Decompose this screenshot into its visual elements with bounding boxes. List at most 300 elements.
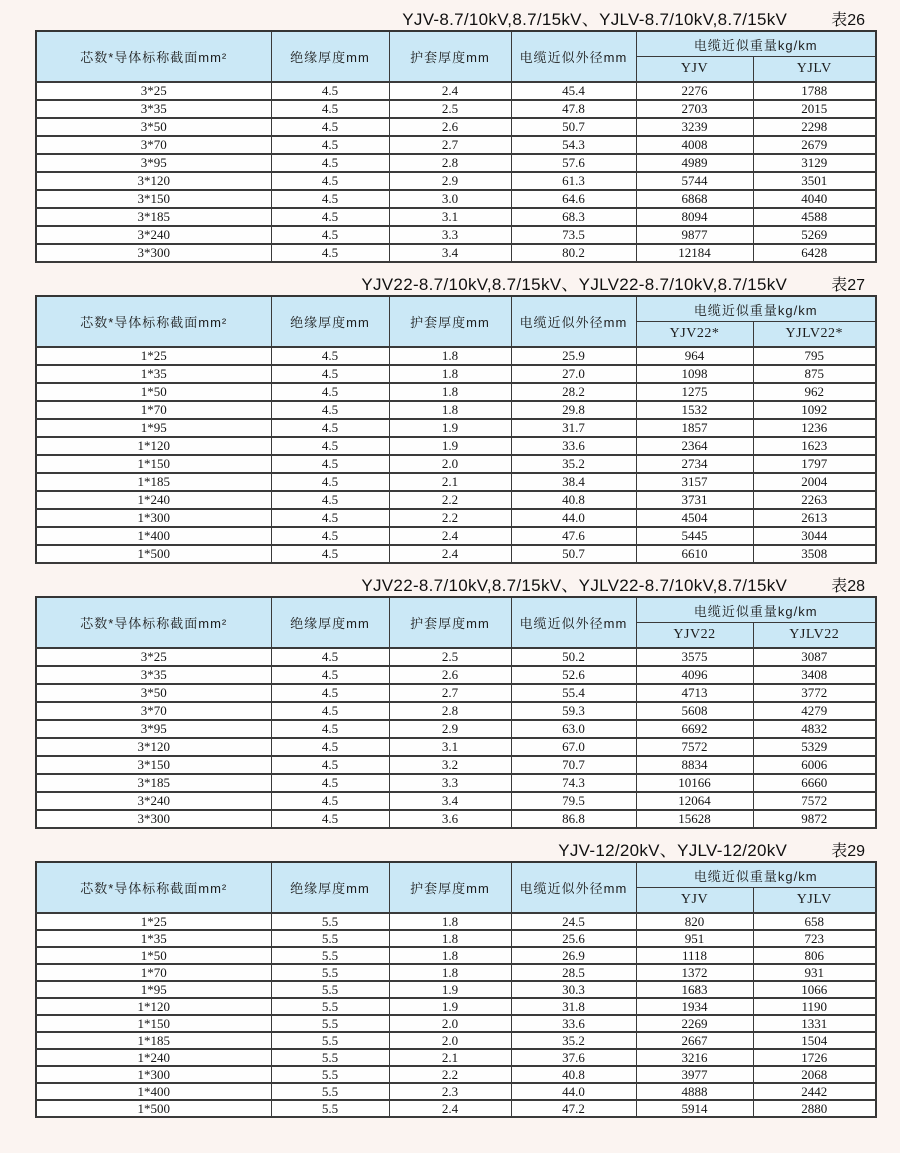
cell-sheath-thickness: 2.2 [389, 491, 511, 509]
cell-weight-right: 1066 [753, 981, 876, 998]
cell-weight-right: 2880 [753, 1100, 876, 1117]
cell-core-section: 3*185 [36, 208, 271, 226]
cell-sheath-thickness: 1.8 [389, 930, 511, 947]
col-subheader-left: YJV22* [636, 322, 753, 348]
table-row [36, 702, 876, 720]
cell-insulation-thickness: 4.5 [271, 365, 389, 383]
cell-sheath-thickness: 2.4 [389, 1100, 511, 1117]
cell-sheath-thickness: 1.8 [389, 401, 511, 419]
cell-weight-right: 806 [753, 947, 876, 964]
cell-approx-diameter: 50.7 [511, 118, 636, 136]
cell-insulation-thickness: 5.5 [271, 1083, 389, 1100]
cell-weight-left: 1934 [636, 998, 753, 1015]
table-body [36, 913, 876, 1117]
table-number-label: 表27 [831, 277, 865, 294]
cell-sheath-thickness: 2.4 [389, 545, 511, 563]
cell-insulation-thickness: 4.5 [271, 455, 389, 473]
cell-weight-left: 1372 [636, 964, 753, 981]
cell-approx-diameter: 79.5 [511, 792, 636, 810]
spec-table [35, 861, 877, 1118]
cell-weight-right: 2298 [753, 118, 876, 136]
table-title-row [35, 270, 875, 293]
cell-core-section: 3*95 [36, 720, 271, 738]
table-header [36, 862, 876, 913]
cell-sheath-thickness: 2.0 [389, 1015, 511, 1032]
cell-approx-diameter: 25.6 [511, 930, 636, 947]
cell-weight-left: 951 [636, 930, 753, 947]
table-body [36, 82, 876, 262]
table-row [36, 1049, 876, 1066]
cell-weight-left: 15628 [636, 810, 753, 828]
cell-weight-right: 1797 [753, 455, 876, 473]
cell-core-section: 1*150 [36, 1015, 271, 1032]
spec-table-section [35, 836, 900, 1118]
cell-approx-diameter: 33.6 [511, 1015, 636, 1032]
cell-sheath-thickness: 2.0 [389, 1032, 511, 1049]
cell-weight-left: 5445 [636, 527, 753, 545]
cell-approx-diameter: 31.7 [511, 419, 636, 437]
cell-weight-right: 875 [753, 365, 876, 383]
col-header-insulation-thickness: 绝缘厚度mm [271, 296, 389, 347]
cell-insulation-thickness: 4.5 [271, 208, 389, 226]
cell-weight-left: 5744 [636, 172, 753, 190]
table-row [36, 401, 876, 419]
col-header-insulation-thickness: 绝缘厚度mm [271, 597, 389, 648]
col-header-approx-weight: 电缆近似重量kg/km [636, 597, 876, 623]
cell-sheath-thickness: 2.6 [389, 118, 511, 136]
cell-weight-left: 3239 [636, 118, 753, 136]
cell-weight-right: 3408 [753, 666, 876, 684]
cell-weight-left: 4096 [636, 666, 753, 684]
cell-approx-diameter: 73.5 [511, 226, 636, 244]
table-row [36, 419, 876, 437]
cell-core-section: 3*185 [36, 774, 271, 792]
cell-weight-right: 1331 [753, 1015, 876, 1032]
cell-weight-left: 1098 [636, 365, 753, 383]
table-row [36, 1083, 876, 1100]
table-row [36, 509, 876, 527]
cell-approx-diameter: 63.0 [511, 720, 636, 738]
table-row [36, 172, 876, 190]
table-number-label: 表29 [831, 843, 865, 860]
cell-core-section: 3*50 [36, 684, 271, 702]
cell-approx-diameter: 86.8 [511, 810, 636, 828]
table-body [36, 648, 876, 828]
col-subheader-left: YJV [636, 57, 753, 83]
table-row [36, 684, 876, 702]
cell-insulation-thickness: 4.5 [271, 509, 389, 527]
cell-sheath-thickness: 2.6 [389, 666, 511, 684]
cell-insulation-thickness: 4.5 [271, 383, 389, 401]
cell-approx-diameter: 44.0 [511, 1083, 636, 1100]
col-header-sheath-thickness: 护套厚度mm [389, 31, 511, 82]
cell-core-section: 3*35 [36, 100, 271, 118]
cell-weight-left: 2364 [636, 437, 753, 455]
cell-weight-left: 964 [636, 347, 753, 365]
cell-approx-diameter: 37.6 [511, 1049, 636, 1066]
cell-weight-left: 2269 [636, 1015, 753, 1032]
cell-sheath-thickness: 2.3 [389, 1083, 511, 1100]
cell-insulation-thickness: 5.5 [271, 1100, 389, 1117]
cell-core-section: 3*95 [36, 154, 271, 172]
table-row [36, 527, 876, 545]
cell-weight-right: 1190 [753, 998, 876, 1015]
col-subheader-right: YJLV22 [753, 623, 876, 649]
cell-weight-right: 962 [753, 383, 876, 401]
cell-core-section: 1*500 [36, 545, 271, 563]
cell-weight-right: 1092 [753, 401, 876, 419]
col-header-approx-diameter: 电缆近似外径mm [511, 296, 636, 347]
cell-approx-diameter: 29.8 [511, 401, 636, 419]
cell-weight-right: 6660 [753, 774, 876, 792]
cell-core-section: 1*35 [36, 365, 271, 383]
table-row [36, 383, 876, 401]
table-title: YJV-8.7/10kV,8.7/15kV、YJLV-8.7/10kV,8.7/15kV [402, 10, 788, 29]
cell-weight-left: 4989 [636, 154, 753, 172]
table-title-row [35, 571, 875, 594]
table-row [36, 913, 876, 930]
table-row [36, 491, 876, 509]
col-subheader-right: YJLV [753, 888, 876, 914]
cell-weight-right: 6428 [753, 244, 876, 262]
cell-weight-right: 1236 [753, 419, 876, 437]
cell-weight-right: 7572 [753, 792, 876, 810]
col-header-approx-weight: 电缆近似重量kg/km [636, 296, 876, 322]
cell-approx-diameter: 80.2 [511, 244, 636, 262]
col-subheader-left: YJV22 [636, 623, 753, 649]
cell-insulation-thickness: 5.5 [271, 964, 389, 981]
cell-sheath-thickness: 2.7 [389, 684, 511, 702]
cell-sheath-thickness: 1.8 [389, 347, 511, 365]
table-title-row [35, 836, 875, 859]
cell-sheath-thickness: 3.4 [389, 244, 511, 262]
table-row [36, 347, 876, 365]
cell-core-section: 1*120 [36, 437, 271, 455]
cell-weight-left: 8094 [636, 208, 753, 226]
cell-core-section: 3*150 [36, 756, 271, 774]
header-row-main [36, 862, 876, 888]
cell-sheath-thickness: 1.8 [389, 365, 511, 383]
table-row [36, 792, 876, 810]
table-row [36, 190, 876, 208]
cell-insulation-thickness: 5.5 [271, 998, 389, 1015]
col-header-approx-diameter: 电缆近似外径mm [511, 862, 636, 913]
cell-weight-left: 2667 [636, 1032, 753, 1049]
cell-weight-left: 9877 [636, 226, 753, 244]
cell-approx-diameter: 25.9 [511, 347, 636, 365]
col-header-approx-diameter: 电缆近似外径mm [511, 597, 636, 648]
cell-core-section: 3*300 [36, 810, 271, 828]
cell-approx-diameter: 35.2 [511, 455, 636, 473]
cell-core-section: 3*150 [36, 190, 271, 208]
cell-approx-diameter: 44.0 [511, 509, 636, 527]
cell-core-section: 1*400 [36, 527, 271, 545]
cell-weight-left: 3157 [636, 473, 753, 491]
col-header-approx-diameter: 电缆近似外径mm [511, 31, 636, 82]
col-header-approx-weight: 电缆近似重量kg/km [636, 862, 876, 888]
cell-core-section: 1*70 [36, 964, 271, 981]
cell-insulation-thickness: 4.5 [271, 226, 389, 244]
cell-insulation-thickness: 4.5 [271, 401, 389, 419]
cell-weight-left: 4504 [636, 509, 753, 527]
cell-sheath-thickness: 2.0 [389, 455, 511, 473]
cell-weight-right: 658 [753, 913, 876, 930]
cell-approx-diameter: 50.2 [511, 648, 636, 666]
cell-insulation-thickness: 4.5 [271, 347, 389, 365]
cell-approx-diameter: 24.5 [511, 913, 636, 930]
table-row [36, 1066, 876, 1083]
cell-weight-left: 2703 [636, 100, 753, 118]
table-body [36, 347, 876, 563]
cell-sheath-thickness: 2.1 [389, 473, 511, 491]
col-header-core-section: 芯数*导体标称截面mm² [36, 31, 271, 82]
cell-insulation-thickness: 4.5 [271, 666, 389, 684]
cell-approx-diameter: 70.7 [511, 756, 636, 774]
cell-approx-diameter: 28.5 [511, 964, 636, 981]
cell-insulation-thickness: 4.5 [271, 792, 389, 810]
table-row [36, 100, 876, 118]
col-subheader-right: YJLV22* [753, 322, 876, 348]
cell-weight-left: 5608 [636, 702, 753, 720]
cell-insulation-thickness: 4.5 [271, 756, 389, 774]
table-row [36, 774, 876, 792]
cell-weight-right: 5269 [753, 226, 876, 244]
cell-approx-diameter: 57.6 [511, 154, 636, 172]
cell-sheath-thickness: 1.8 [389, 964, 511, 981]
col-header-core-section: 芯数*导体标称截面mm² [36, 597, 271, 648]
table-row [36, 964, 876, 981]
cell-approx-diameter: 35.2 [511, 1032, 636, 1049]
cell-sheath-thickness: 1.9 [389, 437, 511, 455]
table-row [36, 756, 876, 774]
cell-sheath-thickness: 2.8 [389, 154, 511, 172]
cell-core-section: 1*50 [36, 383, 271, 401]
spec-table [35, 295, 877, 564]
cell-weight-left: 12184 [636, 244, 753, 262]
cell-weight-left: 4888 [636, 1083, 753, 1100]
table-row [36, 473, 876, 491]
cell-weight-right: 723 [753, 930, 876, 947]
cell-core-section: 1*95 [36, 419, 271, 437]
cell-weight-left: 820 [636, 913, 753, 930]
cell-core-section: 1*300 [36, 1066, 271, 1083]
cell-core-section: 1*400 [36, 1083, 271, 1100]
table-row [36, 154, 876, 172]
table-row [36, 226, 876, 244]
cell-insulation-thickness: 4.5 [271, 648, 389, 666]
cell-sheath-thickness: 3.1 [389, 738, 511, 756]
cell-approx-diameter: 47.8 [511, 100, 636, 118]
cell-approx-diameter: 59.3 [511, 702, 636, 720]
cell-weight-right: 2442 [753, 1083, 876, 1100]
table-row [36, 947, 876, 964]
cell-sheath-thickness: 3.3 [389, 226, 511, 244]
cell-core-section: 3*70 [36, 702, 271, 720]
table-row [36, 720, 876, 738]
cell-insulation-thickness: 4.5 [271, 437, 389, 455]
cell-approx-diameter: 61.3 [511, 172, 636, 190]
cell-approx-diameter: 31.8 [511, 998, 636, 1015]
spec-table-section [35, 571, 900, 829]
cell-approx-diameter: 40.8 [511, 491, 636, 509]
col-header-insulation-thickness: 绝缘厚度mm [271, 31, 389, 82]
cell-weight-right: 6006 [753, 756, 876, 774]
cell-weight-right: 2613 [753, 509, 876, 527]
header-row-main [36, 296, 876, 322]
cell-approx-diameter: 33.6 [511, 437, 636, 455]
cell-sheath-thickness: 3.4 [389, 792, 511, 810]
cell-weight-right: 9872 [753, 810, 876, 828]
cell-sheath-thickness: 3.0 [389, 190, 511, 208]
cell-weight-left: 3575 [636, 648, 753, 666]
cell-core-section: 1*500 [36, 1100, 271, 1117]
table-number-label: 表28 [831, 578, 865, 595]
table-number-label: 表26 [831, 12, 865, 29]
cell-sheath-thickness: 3.2 [389, 756, 511, 774]
cell-weight-left: 6868 [636, 190, 753, 208]
cell-sheath-thickness: 2.5 [389, 100, 511, 118]
cell-approx-diameter: 30.3 [511, 981, 636, 998]
cell-sheath-thickness: 1.9 [389, 998, 511, 1015]
cell-weight-left: 3216 [636, 1049, 753, 1066]
cell-insulation-thickness: 4.5 [271, 172, 389, 190]
cell-sheath-thickness: 1.8 [389, 383, 511, 401]
cell-weight-right: 2004 [753, 473, 876, 491]
col-header-approx-weight: 电缆近似重量kg/km [636, 31, 876, 57]
cell-insulation-thickness: 4.5 [271, 720, 389, 738]
cell-approx-diameter: 27.0 [511, 365, 636, 383]
cell-weight-left: 3977 [636, 1066, 753, 1083]
table-title: YJV-12/20kV、YJLV-12/20kV [558, 841, 788, 860]
table-title: YJV22-8.7/10kV,8.7/15kV、YJLV22-8.7/10kV,8.7/15kV [361, 576, 788, 595]
table-title-row [35, 5, 875, 28]
cell-weight-right: 3044 [753, 527, 876, 545]
col-header-sheath-thickness: 护套厚度mm [389, 862, 511, 913]
cell-core-section: 1*50 [36, 947, 271, 964]
cell-weight-right: 931 [753, 964, 876, 981]
cell-insulation-thickness: 5.5 [271, 1066, 389, 1083]
cell-weight-left: 12064 [636, 792, 753, 810]
cell-weight-left: 6692 [636, 720, 753, 738]
spec-table-section [35, 5, 900, 263]
cell-core-section: 1*25 [36, 913, 271, 930]
cell-insulation-thickness: 5.5 [271, 1049, 389, 1066]
cell-core-section: 1*120 [36, 998, 271, 1015]
cell-weight-right: 1788 [753, 82, 876, 100]
cell-sheath-thickness: 2.8 [389, 702, 511, 720]
table-row [36, 930, 876, 947]
cell-insulation-thickness: 4.5 [271, 473, 389, 491]
cell-insulation-thickness: 5.5 [271, 981, 389, 998]
cell-approx-diameter: 67.0 [511, 738, 636, 756]
table-row [36, 244, 876, 262]
cell-weight-right: 2068 [753, 1066, 876, 1083]
cell-weight-right: 2015 [753, 100, 876, 118]
table-row [36, 118, 876, 136]
cell-sheath-thickness: 2.7 [389, 136, 511, 154]
cell-weight-right: 3508 [753, 545, 876, 563]
cell-sheath-thickness: 2.4 [389, 82, 511, 100]
cell-weight-left: 1118 [636, 947, 753, 964]
cell-weight-left: 6610 [636, 545, 753, 563]
cell-sheath-thickness: 3.3 [389, 774, 511, 792]
table-row [36, 981, 876, 998]
table-header [36, 31, 876, 82]
cell-insulation-thickness: 4.5 [271, 118, 389, 136]
cell-weight-right: 2679 [753, 136, 876, 154]
cell-weight-left: 4008 [636, 136, 753, 154]
cell-sheath-thickness: 2.2 [389, 1066, 511, 1083]
cell-approx-diameter: 47.2 [511, 1100, 636, 1117]
col-header-core-section: 芯数*导体标称截面mm² [36, 296, 271, 347]
cell-core-section: 1*95 [36, 981, 271, 998]
cell-insulation-thickness: 4.5 [271, 100, 389, 118]
cell-core-section: 1*240 [36, 1049, 271, 1066]
cell-insulation-thickness: 5.5 [271, 947, 389, 964]
cell-core-section: 3*120 [36, 738, 271, 756]
table-row [36, 738, 876, 756]
cell-weight-left: 3731 [636, 491, 753, 509]
cell-core-section: 3*240 [36, 226, 271, 244]
cell-core-section: 1*300 [36, 509, 271, 527]
cell-weight-left: 4713 [636, 684, 753, 702]
cell-weight-left: 8834 [636, 756, 753, 774]
table-row [36, 365, 876, 383]
cell-sheath-thickness: 1.8 [389, 913, 511, 930]
cell-approx-diameter: 52.6 [511, 666, 636, 684]
table-row [36, 437, 876, 455]
cell-weight-right: 4040 [753, 190, 876, 208]
cell-insulation-thickness: 4.5 [271, 82, 389, 100]
col-header-core-section: 芯数*导体标称截面mm² [36, 862, 271, 913]
cell-weight-right: 3772 [753, 684, 876, 702]
cell-weight-right: 4832 [753, 720, 876, 738]
cell-weight-right: 795 [753, 347, 876, 365]
cell-approx-diameter: 47.6 [511, 527, 636, 545]
cell-sheath-thickness: 2.2 [389, 509, 511, 527]
cell-weight-left: 10166 [636, 774, 753, 792]
cell-sheath-thickness: 2.1 [389, 1049, 511, 1066]
cell-insulation-thickness: 4.5 [271, 491, 389, 509]
cell-approx-diameter: 50.7 [511, 545, 636, 563]
cell-core-section: 3*35 [36, 666, 271, 684]
cell-approx-diameter: 68.3 [511, 208, 636, 226]
cell-insulation-thickness: 4.5 [271, 774, 389, 792]
cell-sheath-thickness: 2.5 [389, 648, 511, 666]
cell-approx-diameter: 54.3 [511, 136, 636, 154]
cell-weight-left: 5914 [636, 1100, 753, 1117]
table-header [36, 597, 876, 648]
header-row-main [36, 597, 876, 623]
cell-core-section: 1*70 [36, 401, 271, 419]
table-row [36, 810, 876, 828]
cell-core-section: 1*185 [36, 1032, 271, 1049]
cell-weight-right: 3501 [753, 172, 876, 190]
cell-insulation-thickness: 4.5 [271, 738, 389, 756]
cell-weight-left: 1275 [636, 383, 753, 401]
cell-weight-right: 4279 [753, 702, 876, 720]
cell-weight-left: 1683 [636, 981, 753, 998]
table-header [36, 296, 876, 347]
cell-weight-right: 4588 [753, 208, 876, 226]
col-header-insulation-thickness: 绝缘厚度mm [271, 862, 389, 913]
cell-insulation-thickness: 5.5 [271, 1032, 389, 1049]
cell-core-section: 1*25 [36, 347, 271, 365]
table-row [36, 648, 876, 666]
cell-core-section: 3*25 [36, 648, 271, 666]
cell-weight-right: 3087 [753, 648, 876, 666]
col-subheader-left: YJV [636, 888, 753, 914]
